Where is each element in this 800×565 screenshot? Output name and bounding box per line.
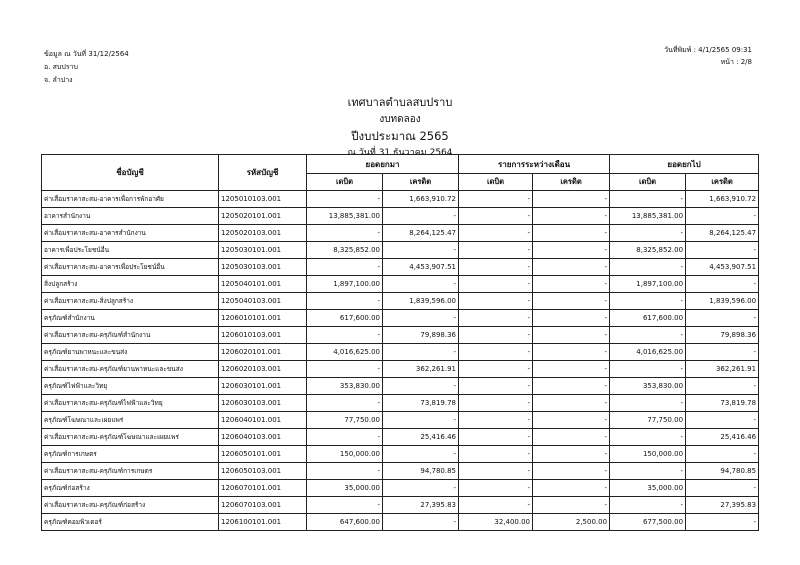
cf-debit-cell: 677,500.00 [610, 514, 686, 531]
period-credit-cell: - [533, 225, 610, 242]
bf-credit-cell: - [383, 446, 459, 463]
account-code-cell: 1205010103.001 [219, 191, 307, 208]
account-code-cell: 1206100101.001 [219, 514, 307, 531]
bf-debit-cell: - [307, 225, 383, 242]
period-credit-cell: - [533, 446, 610, 463]
table-row [42, 378, 759, 395]
period-credit-cell: - [533, 497, 610, 514]
table-body [42, 191, 759, 531]
cf-credit-cell: - [686, 242, 759, 259]
cf-debit-cell: - [610, 327, 686, 344]
table-row [42, 361, 759, 378]
account-name-cell: อาคารสำนักงาน [42, 208, 219, 225]
period-debit-cell: - [459, 242, 533, 259]
bf-debit-cell: 617,600.00 [307, 310, 383, 327]
table-row [42, 293, 759, 310]
account-code-cell: 1205040103.001 [219, 293, 307, 310]
period-debit-cell: - [459, 361, 533, 378]
bf-credit-cell: - [383, 480, 459, 497]
as-of-date: ณ วันที่ 31 ธันวาคม 2564 [347, 148, 453, 158]
cf-debit-cell: - [610, 395, 686, 412]
period-credit-cell: - [533, 191, 610, 208]
bf-credit-cell: 1,839,596.00 [383, 293, 459, 310]
table-row [42, 276, 759, 293]
header-cf-credit: เครดิต [686, 174, 759, 191]
bf-debit-cell: - [307, 293, 383, 310]
account-code-cell: 1206020103.001 [219, 361, 307, 378]
period-debit-cell: - [459, 327, 533, 344]
period-credit-cell: - [533, 242, 610, 259]
cf-credit-cell: 73,819.78 [686, 395, 759, 412]
period-credit-cell: - [533, 293, 610, 310]
period-credit-cell: 2,500.00 [533, 514, 610, 531]
period-debit-cell: 32,400.00 [459, 514, 533, 531]
account-name-cell: ค่าเสื่อมราคาสะสม-ครุภัณฑ์ยานพาหนะและขนส่ง [42, 361, 219, 378]
cf-credit-cell: - [686, 276, 759, 293]
bf-credit-cell: - [383, 514, 459, 531]
table-row [42, 395, 759, 412]
cf-debit-cell: - [610, 429, 686, 446]
header-bf-credit: เครดิต [383, 174, 459, 191]
cf-credit-cell: - [686, 344, 759, 361]
header-account-code: รหัสบัญชี [219, 155, 307, 191]
period-debit-cell: - [459, 310, 533, 327]
period-debit-cell: - [459, 412, 533, 429]
bf-credit-cell: - [383, 412, 459, 429]
period-debit-cell: - [459, 480, 533, 497]
account-name-cell: ครุภัณฑ์โฆษณาและเผยแพร่ [42, 412, 219, 429]
bf-debit-cell: - [307, 395, 383, 412]
period-credit-cell: - [533, 480, 610, 497]
cf-debit-cell: 1,897,100.00 [610, 276, 686, 293]
table-row [42, 225, 759, 242]
table-row [42, 191, 759, 208]
account-name-cell: ครุภัณฑ์ยานพาหนะและขนส่ง [42, 344, 219, 361]
province: จ. ลำปาง [44, 76, 73, 84]
cf-credit-cell: - [686, 514, 759, 531]
bf-debit-cell: 35,000.00 [307, 480, 383, 497]
bf-debit-cell: - [307, 497, 383, 514]
bf-debit-cell: 353,830.00 [307, 378, 383, 395]
bf-credit-cell: - [383, 276, 459, 293]
period-credit-cell: - [533, 259, 610, 276]
cf-debit-cell: - [610, 293, 686, 310]
cf-credit-cell: 4,453,907.51 [686, 259, 759, 276]
period-credit-cell: - [533, 463, 610, 480]
account-code-cell: 1206030101.001 [219, 378, 307, 395]
account-code-cell: 1205020101.001 [219, 208, 307, 225]
period-debit-cell: - [459, 429, 533, 446]
cf-credit-cell: 79,898.36 [686, 327, 759, 344]
table-row [42, 412, 759, 429]
account-code-cell: 1205030101.001 [219, 242, 307, 259]
account-name-cell: ครุภัณฑ์สำนักงาน [42, 310, 219, 327]
cf-credit-cell: 362,261.91 [686, 361, 759, 378]
table-row [42, 514, 759, 531]
account-name-cell: ค่าเสื่อมราคาสะสม-ครุภัณฑ์ไฟฟ้าและวิทยุ [42, 395, 219, 412]
report-name: งบทดลอง [379, 114, 421, 125]
account-code-cell: 1206050101.001 [219, 446, 307, 463]
bf-debit-cell: 647,600.00 [307, 514, 383, 531]
period-credit-cell: - [533, 378, 610, 395]
table-row [42, 497, 759, 514]
bf-credit-cell: - [383, 242, 459, 259]
table-row [42, 463, 759, 480]
table-row [42, 446, 759, 463]
account-name-cell: อาคารเพื่อประโยชน์อื่น [42, 242, 219, 259]
page-number: หน้า : 2/8 [720, 58, 752, 66]
period-credit-cell: - [533, 344, 610, 361]
period-debit-cell: - [459, 225, 533, 242]
account-name-cell: ค่าเสื่อมราคาสะสม-อาคารสำนักงาน [42, 225, 219, 242]
header-account-name: ชื่อบัญชี [42, 155, 219, 191]
period-debit-cell: - [459, 293, 533, 310]
bf-debit-cell: 4,016,625.00 [307, 344, 383, 361]
bf-credit-cell: - [383, 208, 459, 225]
header-carried-forward: ยอดยกไป [610, 155, 759, 174]
header-cf-debit: เดบิต [610, 174, 686, 191]
bf-debit-cell: - [307, 259, 383, 276]
header-period-debit: เดบิต [459, 174, 533, 191]
table-row [42, 344, 759, 361]
district: อ. สบปราบ [44, 63, 78, 71]
account-name-cell: ครุภัณฑ์การเกษตร [42, 446, 219, 463]
account-name-cell: ค่าเสื่อมราคาสะสม-ครุภัณฑ์โฆษณาและเผยแพร่ [42, 429, 219, 446]
period-debit-cell: - [459, 208, 533, 225]
period-debit-cell: - [459, 395, 533, 412]
cf-credit-cell: 27,395.83 [686, 497, 759, 514]
cf-debit-cell: 8,325,852.00 [610, 242, 686, 259]
bf-debit-cell: 8,325,852.00 [307, 242, 383, 259]
report-title-block [300, 94, 500, 162]
report-meta-left [44, 48, 129, 87]
bf-credit-cell: 1,663,910.72 [383, 191, 459, 208]
period-debit-cell: - [459, 259, 533, 276]
account-code-cell: 1205020103.001 [219, 225, 307, 242]
period-debit-cell: - [459, 191, 533, 208]
bf-credit-cell: 4,453,907.51 [383, 259, 459, 276]
cf-debit-cell: 4,016,625.00 [610, 344, 686, 361]
cf-debit-cell: 13,885,381.00 [610, 208, 686, 225]
cf-debit-cell: - [610, 497, 686, 514]
bf-debit-cell: - [307, 327, 383, 344]
bf-debit-cell: 150,000.00 [307, 446, 383, 463]
cf-credit-cell: - [686, 208, 759, 225]
bf-credit-cell: - [383, 344, 459, 361]
account-code-cell: 1206010103.001 [219, 327, 307, 344]
bf-debit-cell: 77,750.00 [307, 412, 383, 429]
account-name-cell: ค่าเสื่อมราคาสะสม-ครุภัณฑ์สำนักงาน [42, 327, 219, 344]
bf-credit-cell: - [383, 310, 459, 327]
account-name-cell: ครุภัณฑ์คอมพิวเตอร์ [42, 514, 219, 531]
cf-debit-cell: 150,000.00 [610, 446, 686, 463]
period-debit-cell: - [459, 276, 533, 293]
bf-debit-cell: - [307, 361, 383, 378]
period-credit-cell: - [533, 361, 610, 378]
bf-debit-cell: - [307, 463, 383, 480]
period-debit-cell: - [459, 344, 533, 361]
period-credit-cell: - [533, 310, 610, 327]
account-name-cell: ค่าเสื่อมราคาสะสม-ครุภัณฑ์การเกษตร [42, 463, 219, 480]
cf-debit-cell: 77,750.00 [610, 412, 686, 429]
account-code-cell: 1206020101.001 [219, 344, 307, 361]
account-name-cell: ครุภัณฑ์ก่อสร้าง [42, 480, 219, 497]
bf-debit-cell: 13,885,381.00 [307, 208, 383, 225]
account-code-cell: 1205040101.001 [219, 276, 307, 293]
period-credit-cell: - [533, 429, 610, 446]
period-credit-cell: - [533, 395, 610, 412]
table-row [42, 242, 759, 259]
table-row [42, 310, 759, 327]
bf-credit-cell: 25,416.46 [383, 429, 459, 446]
account-name-cell: ค่าเสื่อมราคาสะสม-อาคารเพื่อการพักอาศัย [42, 191, 219, 208]
table-row [42, 429, 759, 446]
bf-credit-cell: 73,819.78 [383, 395, 459, 412]
bf-credit-cell: 8,264,125.47 [383, 225, 459, 242]
period-credit-cell: - [533, 276, 610, 293]
header-bf-debit: เดบิต [307, 174, 383, 191]
trial-balance-table [41, 154, 759, 531]
period-debit-cell: - [459, 463, 533, 480]
cf-debit-cell: - [610, 361, 686, 378]
bf-credit-cell: - [383, 378, 459, 395]
bf-debit-cell: - [307, 429, 383, 446]
account-name-cell: ครุภัณฑ์ไฟฟ้าและวิทยุ [42, 378, 219, 395]
table-row [42, 480, 759, 497]
account-name-cell: ค่าเสื่อมราคาสะสม-สิ่งปลูกสร้าง [42, 293, 219, 310]
account-code-cell: 1206010101.001 [219, 310, 307, 327]
account-code-cell: 1206070101.001 [219, 480, 307, 497]
fiscal-year: ปีงบประมาณ 2565 [351, 129, 449, 143]
account-name-cell: ค่าเสื่อมราคาสะสม-อาคารเพื่อประโยชน์อื่น [42, 259, 219, 276]
account-name-cell: ค่าเสื่อมราคาสะสม-ครุภัณฑ์ก่อสร้าง [42, 497, 219, 514]
cf-credit-cell: - [686, 446, 759, 463]
bf-debit-cell: - [307, 191, 383, 208]
account-code-cell: 1206050103.001 [219, 463, 307, 480]
print-date: วันที่พิมพ์ : 4/1/2565 09:31 [664, 46, 752, 54]
bf-credit-cell: 362,261.91 [383, 361, 459, 378]
cf-debit-cell: - [610, 225, 686, 242]
cf-credit-cell: - [686, 310, 759, 327]
account-code-cell: 1205030103.001 [219, 259, 307, 276]
cf-credit-cell: 25,416.46 [686, 429, 759, 446]
account-code-cell: 1206030103.001 [219, 395, 307, 412]
header-period-credit: เครดิต [533, 174, 610, 191]
header-brought-forward: ยอดยกมา [307, 155, 459, 174]
cf-credit-cell: 94,780.85 [686, 463, 759, 480]
cf-debit-cell: 617,600.00 [610, 310, 686, 327]
organization-name: เทศบาลตำบลสบปราบ [347, 96, 453, 109]
cf-credit-cell: - [686, 480, 759, 497]
account-code-cell: 1206040101.001 [219, 412, 307, 429]
account-name-cell: สิ่งปลูกสร้าง [42, 276, 219, 293]
bf-debit-cell: 1,897,100.00 [307, 276, 383, 293]
report-meta-right [664, 44, 752, 68]
period-debit-cell: - [459, 446, 533, 463]
cf-credit-cell: - [686, 412, 759, 429]
cf-debit-cell: - [610, 463, 686, 480]
cf-credit-cell: 1,663,910.72 [686, 191, 759, 208]
period-debit-cell: - [459, 497, 533, 514]
bf-credit-cell: 79,898.36 [383, 327, 459, 344]
account-code-cell: 1206070103.001 [219, 497, 307, 514]
period-credit-cell: - [533, 412, 610, 429]
cf-debit-cell: 35,000.00 [610, 480, 686, 497]
period-credit-cell: - [533, 327, 610, 344]
period-credit-cell: - [533, 208, 610, 225]
table-row [42, 208, 759, 225]
bf-credit-cell: 94,780.85 [383, 463, 459, 480]
cf-debit-cell: - [610, 259, 686, 276]
table-row [42, 327, 759, 344]
cf-credit-cell: 1,839,596.00 [686, 293, 759, 310]
table-row [42, 259, 759, 276]
cf-debit-cell: 353,830.00 [610, 378, 686, 395]
cf-debit-cell: - [610, 191, 686, 208]
cf-credit-cell: - [686, 378, 759, 395]
data-date: ข้อมูล ณ วันที่ 31/12/2564 [44, 50, 129, 58]
account-code-cell: 1206040103.001 [219, 429, 307, 446]
bf-credit-cell: 27,395.83 [383, 497, 459, 514]
period-debit-cell: - [459, 378, 533, 395]
cf-credit-cell: 8,264,125.47 [686, 225, 759, 242]
header-period: รายการระหว่างเดือน [459, 155, 610, 174]
